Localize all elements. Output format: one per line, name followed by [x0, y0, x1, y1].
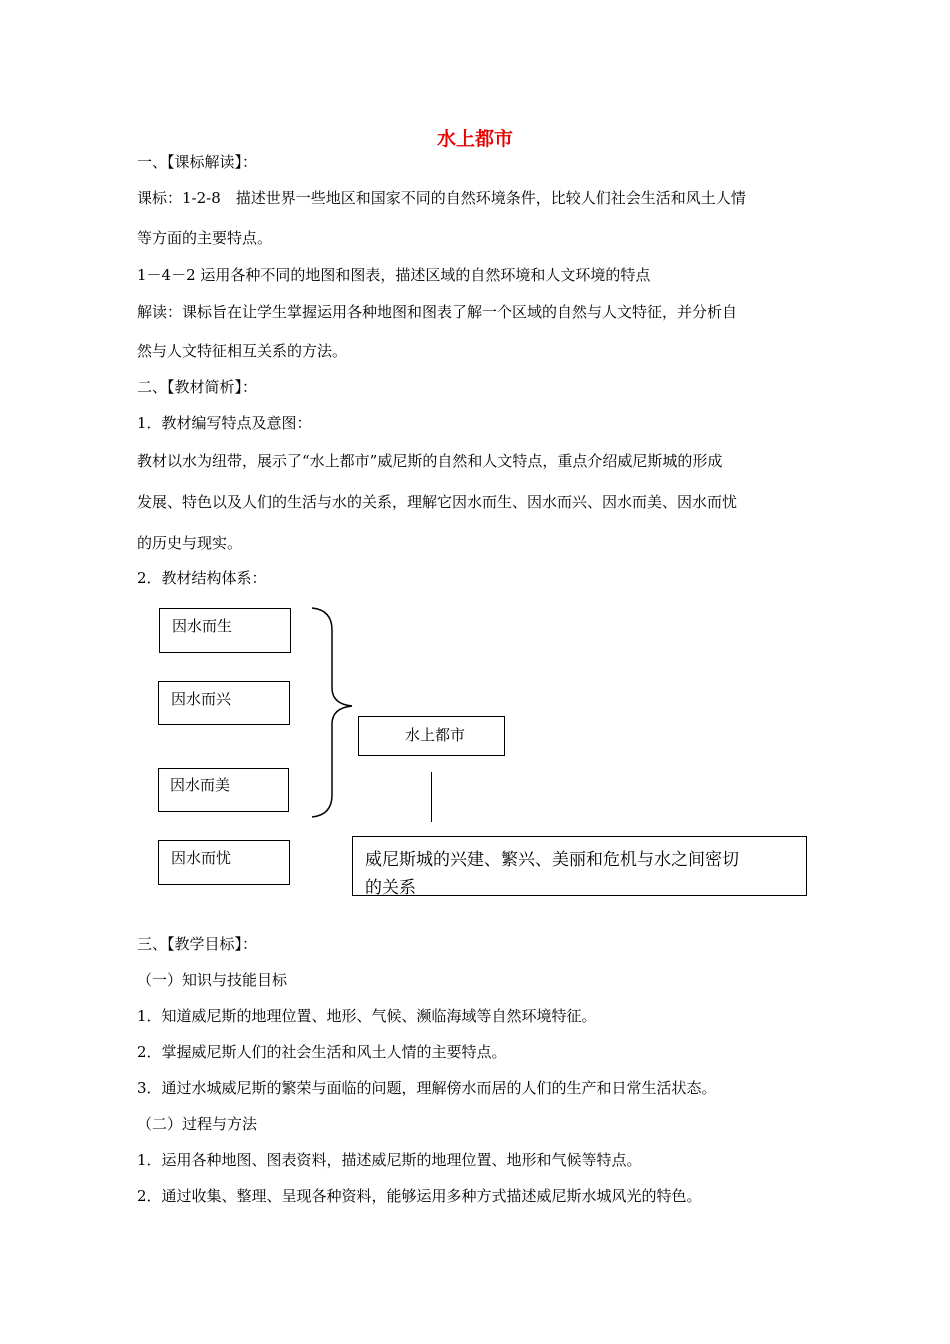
- objective-item: 3．通过水城威尼斯的繁荣与面临的问题，理解傍水而居的人们的生产和日常生活状态。: [137, 1079, 717, 1097]
- diagram-box-beauty: [158, 768, 289, 812]
- diagram-box-born: [159, 608, 291, 653]
- diagram-box-label: 因水而忧: [171, 849, 232, 867]
- relation-text-line: 的关系: [365, 878, 416, 896]
- section-heading-textbook: 二、【教材简析】：: [137, 378, 258, 396]
- diagram-box-worry: [158, 840, 290, 885]
- grouping-brace: [300, 600, 360, 825]
- diagram-center-box: [358, 716, 505, 756]
- page-title: 水上都市: [436, 128, 513, 150]
- standard-text-line: 课标：1-2-8 描述世界一些地区和国家不同的自然环境条件，比较人们社会生活和风土人情: [137, 189, 746, 207]
- objective-item: 1．知道威尼斯的地理位置、地形、气候、濒临海域等自然环境特征。: [137, 1007, 597, 1025]
- diagram-box-label: 因水而兴: [171, 690, 232, 708]
- objective-subheading: （二）过程与方法: [137, 1115, 258, 1133]
- subsection-title: 1．教材编写特点及意图：: [137, 414, 312, 432]
- objective-item: 2．通过收集、整理、呈现各种资料，能够运用多种方式描述威尼斯水城风光的特色。: [137, 1187, 702, 1205]
- section-heading-objectives: 三、【教学目标】：: [137, 935, 258, 953]
- diagram-box-label: 因水而美: [170, 776, 231, 794]
- section-heading-standards: 一、【课标解读】：: [137, 153, 258, 171]
- objective-subheading: （一）知识与技能目标: [137, 971, 288, 989]
- diagram-center-label: 水上都市: [405, 726, 466, 744]
- paragraph-line: 的历史与现实。: [137, 534, 243, 552]
- standard-text-line: 1－4－2 运用各种不同的地图和图表，描述区域的自然环境和人文环境的特点: [137, 266, 651, 284]
- objective-item: 2．掌握威尼斯人们的社会生活和风土人情的主要特点。: [137, 1043, 507, 1061]
- subsection-title: 2．教材结构体系：: [137, 569, 267, 587]
- paragraph-line: 教材以水为纽带，展示了“水上都市”威尼斯的自然和人文特点，重点介绍威尼斯城的形成: [137, 452, 723, 470]
- diagram-relation-box: [352, 836, 807, 896]
- interpretation-line: 然与人文特征相互关系的方法。: [137, 342, 348, 360]
- diagram-box-prosper: [158, 681, 290, 725]
- standard-text-line: 等方面的主要特点。: [137, 229, 273, 247]
- interpretation-line: 解读：课标旨在让学生掌握运用各种地图和图表了解一个区域的自然与人文特征，并分析自: [137, 303, 738, 321]
- relation-text-line: 威尼斯城的兴建、繁兴、美丽和危机与水之间密切: [365, 850, 739, 870]
- objective-item: 1．运用各种地图、图表资料，描述威尼斯的地理位置、地形和气候等特点。: [137, 1151, 642, 1169]
- paragraph-line: 发展、特色以及人们的生活与水的关系，理解它因水而生、因水而兴、因水而美、因水而忧: [137, 493, 738, 511]
- connector-line: [431, 772, 432, 822]
- diagram-box-label: 因水而生: [172, 617, 233, 635]
